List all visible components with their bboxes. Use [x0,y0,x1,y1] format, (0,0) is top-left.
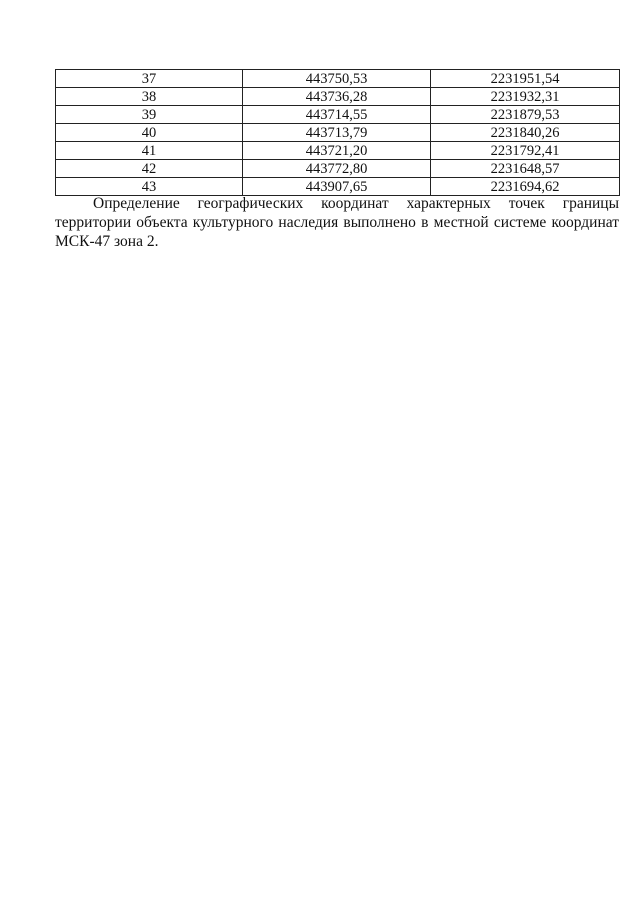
table-row [56,160,620,178]
table-row [56,142,620,160]
point-number-cell: 43 [56,178,243,196]
point-number-cell: 38 [56,88,243,106]
x-coordinate-cell: 443750,53 [243,70,431,88]
coordinate-system-note: Определение географических координат характерных точек границы территории объекта культурного наследия выполнено в местной системе координат МСК-47 зона 2. [55,195,619,250]
y-coordinate-cell: 2231879,53 [431,106,620,124]
x-coordinate-cell: 443907,65 [243,178,431,196]
point-number-cell: 37 [56,70,243,88]
x-coordinate-cell: 443713,79 [243,124,431,142]
table-row [56,106,620,124]
y-coordinate-cell: 2231648,57 [431,160,620,178]
point-number-cell: 42 [56,160,243,178]
table-row [56,70,620,88]
x-coordinate-cell: 443721,20 [243,142,431,160]
y-coordinate-cell: 2231840,26 [431,124,620,142]
y-coordinate-cell: 2231951,54 [431,70,620,88]
y-coordinate-cell: 2231694,62 [431,178,620,196]
point-number-cell: 41 [56,142,243,160]
y-coordinate-cell: 2231932,31 [431,88,620,106]
point-number-cell: 40 [56,124,243,142]
coordinates-table [55,69,620,196]
x-coordinate-cell: 443714,55 [243,106,431,124]
y-coordinate-cell: 2231792,41 [431,142,620,160]
x-coordinate-cell: 443736,28 [243,88,431,106]
table-row [56,178,620,196]
table-row [56,88,620,106]
point-number-cell: 39 [56,106,243,124]
x-coordinate-cell: 443772,80 [243,160,431,178]
table-row [56,124,620,142]
